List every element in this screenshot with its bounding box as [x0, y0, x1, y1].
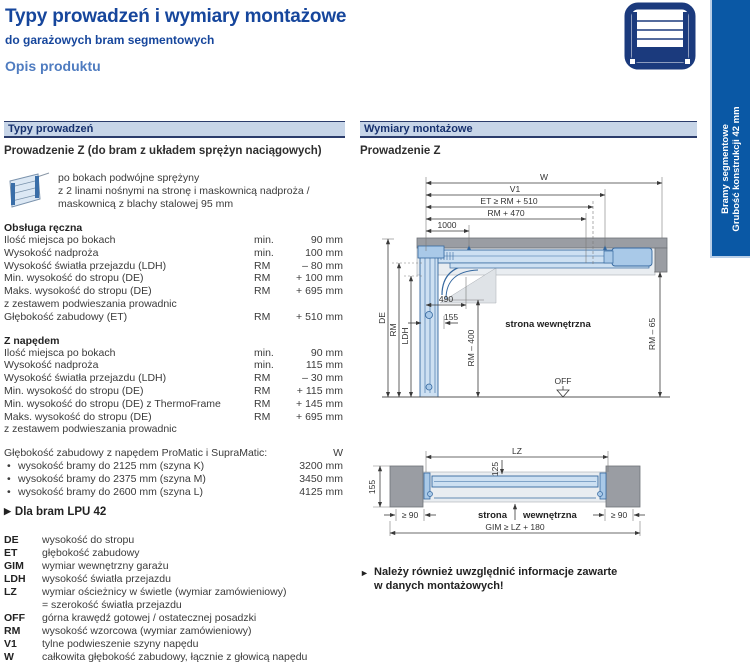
dim-label-ldh: LDH — [400, 327, 410, 345]
dim-label-125: 125 — [490, 461, 500, 477]
triangle-marker-icon: ▶ — [4, 506, 11, 517]
ceiling-slab — [417, 238, 667, 248]
note — [360, 566, 690, 593]
legend-desc-line1: wymiar ościeżnicy w świetle (wymiar zamówieniowy) — [42, 586, 287, 599]
manual-table — [4, 234, 343, 324]
spec-label: Min. wysokość do stropu (DE) z ThermoFrame — [4, 397, 221, 410]
side-tab — [710, 0, 750, 258]
table-row — [4, 347, 343, 360]
roller — [428, 492, 433, 497]
dim-label-rm: RM — [388, 323, 398, 337]
spec-ref: min. — [254, 246, 274, 259]
lpu-heading — [4, 506, 345, 518]
legend-desc: wysokość światła przejazdu — [42, 573, 171, 586]
spec-value: + 510 mm — [296, 310, 343, 323]
dim-label-w: W — [539, 172, 549, 182]
manual-title: Obsługa ręczna — [4, 222, 83, 234]
depth-label: wysokość bramy do 2125 mm (szyna K) — [18, 460, 205, 473]
side-view-diagram — [358, 163, 698, 408]
lpu-text: Dla bram LPU 42 — [14, 506, 107, 519]
lintel-fascia — [418, 246, 444, 258]
legend-desc-line2: = szerokość światła przejazdu — [42, 599, 182, 612]
roller — [426, 312, 433, 319]
dim-label-rm400: RM – 400 — [466, 329, 476, 367]
table-row — [4, 398, 343, 411]
spec-ref: RM — [254, 259, 271, 272]
left-section-bar: Typy prowadzeń — [4, 121, 345, 138]
dim-label-gim: GIM ≥ LZ + 180 — [485, 522, 545, 532]
label-inner-plan-a: strona — [477, 510, 507, 521]
depth-col-w: W — [333, 447, 343, 460]
spec-label: Maks. wysokość do stropu (DE) — [4, 410, 152, 423]
spec-value: + 115 mm — [296, 384, 343, 397]
depth-value: 4125 mm — [299, 486, 343, 499]
spec-ref: min. — [254, 359, 274, 372]
powered-table — [4, 347, 343, 437]
legend-term: OFF — [4, 612, 25, 625]
spec-value: 90 mm — [310, 234, 343, 246]
spec-value: 115 mm — [305, 359, 343, 372]
legend-desc: tylne podwieszenie szyny napędu — [42, 638, 199, 651]
legend-row — [4, 586, 345, 612]
powered-title: Z napędem — [4, 334, 60, 347]
table-row — [4, 247, 343, 260]
spec-ref: RM — [254, 272, 271, 285]
dim-label-155: 155 — [443, 312, 459, 322]
list-item — [4, 460, 345, 473]
legend — [4, 534, 345, 664]
table-row — [4, 234, 343, 247]
spec-label: Ilość miejsca po bokach — [4, 346, 116, 359]
legend-desc: głębokość zabudowy — [42, 547, 140, 560]
plan-view-diagram — [358, 438, 698, 550]
door-panel-icon — [4, 170, 50, 210]
spec-value: + 145 mm — [296, 397, 343, 410]
page-title: Typy prowadzeń i wymiary montażowe — [5, 6, 347, 27]
spec-label: Wysokość światła przejazdu (LDH) — [4, 372, 167, 385]
right-section-bar: Wymiary montażowe — [360, 121, 697, 138]
legend-desc: wysokość do stropu — [42, 534, 135, 547]
spec-ref: RM — [254, 397, 271, 410]
legend-term: V1 — [4, 638, 17, 651]
dim-label-490: 490 — [438, 294, 454, 304]
legend-row — [4, 534, 345, 547]
legend-term: GIM — [4, 560, 24, 573]
spec-ref: RM — [254, 410, 271, 423]
depth-value: 3450 mm — [299, 473, 343, 486]
spec-value: – 80 mm — [302, 259, 343, 272]
spec-ref: RM — [254, 372, 271, 385]
table-row — [4, 372, 343, 385]
table-row — [4, 411, 343, 437]
list-item — [4, 486, 345, 499]
spec-ref: RM — [254, 285, 271, 298]
right-column — [360, 121, 697, 157]
spec-value: + 100 mm — [296, 272, 343, 285]
table-row — [4, 260, 343, 273]
dim-label-lz: LZ — [512, 446, 522, 456]
legend-desc: wymiar wewnętrzny garażu — [42, 560, 169, 573]
depth-label: wysokość bramy do 2375 mm (szyna M) — [18, 473, 206, 486]
table-row — [4, 385, 343, 398]
dim-label-v1: V1 — [509, 184, 521, 194]
spec-ref: RM — [254, 384, 271, 397]
rear-wall-stub — [655, 248, 667, 272]
legend-term: LDH — [4, 573, 26, 586]
dim-label-ge90-left: ≥ 90 — [401, 510, 419, 520]
legend-desc: wysokość wzorcowa (wymiar zamówieniowy) — [42, 625, 252, 638]
right-wall — [606, 466, 640, 507]
legend-desc: górna krawędź gotowej / ostatecznej posadzki — [42, 612, 257, 625]
bullet: • — [7, 486, 11, 499]
spec-value: 100 mm — [305, 246, 343, 259]
depth-label: wysokość bramy do 2600 mm (szyna L) — [18, 486, 203, 499]
spec-note: z zestawem podwieszania prowadnic — [4, 423, 177, 436]
table-row — [4, 285, 343, 311]
dim-label-155-plan: 155 — [367, 479, 377, 495]
label-inner-side: strona wewnętrzna — [505, 319, 591, 330]
legend-row — [4, 612, 345, 625]
section-title: Opis produktu — [5, 58, 101, 74]
table-row — [4, 359, 343, 372]
dim-label-1000: 1000 — [437, 220, 457, 230]
bullet: • — [7, 460, 11, 473]
spec-value: – 30 mm — [302, 372, 343, 385]
left-column — [4, 121, 345, 664]
left-wall — [390, 466, 423, 507]
depth-value: 3200 mm — [299, 460, 343, 473]
intro-block — [4, 170, 345, 211]
operator-connector — [604, 251, 613, 263]
roller — [426, 384, 432, 390]
operator-head — [612, 248, 652, 266]
side-tab-line2: Grubość konstrukcji 42 mm — [731, 106, 742, 232]
depth-header — [4, 447, 345, 460]
list-item — [4, 473, 345, 486]
page-subtitle: do garażowych bram segmentowych — [5, 33, 215, 47]
spec-label: Ilość miejsca po bokach — [4, 234, 116, 246]
spec-label: Maks. wysokość do stropu (DE) — [4, 285, 152, 298]
table-row — [4, 272, 343, 285]
off-arrow — [557, 390, 569, 397]
dim-label-de: DE — [377, 312, 387, 324]
spec-ref: RM — [254, 310, 271, 323]
dim-label-rm470: RM + 470 — [487, 208, 525, 218]
dim-label-rm65: RM – 65 — [647, 317, 657, 351]
intro-text — [58, 170, 310, 211]
note-text — [374, 566, 617, 593]
spec-label: Min. wysokość do stropu (DE) — [4, 272, 144, 285]
spec-label: Wysokość nadproża — [4, 359, 99, 372]
intro-line3: maskownicą z blachy stalowej 95 mm — [58, 198, 234, 210]
legend-term: DE — [4, 534, 19, 547]
side-tab-text — [720, 106, 742, 231]
legend-term: W — [4, 651, 14, 664]
dim-label-et: ET ≥ RM + 510 — [480, 196, 538, 206]
label-off: OFF — [554, 376, 572, 386]
legend-row — [4, 560, 345, 573]
spec-label: Min. wysokość do stropu (DE) — [4, 384, 144, 397]
legend-row — [4, 638, 345, 651]
spec-label: Głębokość zabudowy (ET) — [4, 310, 128, 323]
spec-label: Wysokość światła przejazdu (LDH) — [4, 259, 167, 272]
spec-label: Wysokość nadproża — [4, 246, 99, 259]
sectional-door-icon — [623, 3, 697, 71]
roller — [598, 492, 603, 497]
legend-row — [4, 625, 345, 638]
note-line2: w danych montażowych! — [374, 579, 504, 592]
label-inner-plan-b: wewnętrzna — [523, 510, 577, 521]
table-row — [4, 311, 343, 324]
right-subheader: Prowadzenie Z — [360, 145, 441, 157]
spec-ref: min. — [254, 346, 274, 359]
depth-table — [4, 460, 345, 499]
note-marker-icon: ► — [360, 568, 369, 578]
spec-value: + 695 mm — [296, 410, 343, 423]
spec-value: 90 mm — [310, 346, 343, 359]
note-line1: Należy również uwzględnić informacje zawarte — [374, 566, 618, 578]
spec-note: z zestawem podwieszania prowadnic — [4, 297, 177, 310]
legend-row — [4, 573, 345, 586]
intro-line1: po bokach podwójne sprężyny — [58, 172, 200, 184]
legend-term: ET — [4, 547, 18, 560]
legend-row — [4, 547, 345, 560]
spec-value: + 695 mm — [296, 285, 343, 298]
legend-desc — [42, 586, 345, 612]
bullet: • — [7, 473, 11, 486]
legend-row — [4, 651, 345, 664]
legend-term: RM — [4, 625, 21, 638]
depth-title: Głębokość zabudowy z napędem ProMatic i SupraMatic: — [4, 447, 268, 460]
legend-desc: całkowita głębokość zabudowy, łącznie z głowicą napędu — [42, 651, 308, 664]
intro-line2: z 2 linami nośnymi na stronę i maskownicą nadproża / — [58, 185, 310, 197]
side-tab-line1: Bramy segmentowe — [720, 124, 731, 214]
left-subheader: Prowadzenie Z (do bram z układem sprężyn naciągowych) — [4, 145, 322, 157]
legend-term: LZ — [4, 586, 17, 599]
dim-label-ge90-right: ≥ 90 — [610, 510, 628, 520]
spec-ref: min. — [254, 234, 274, 246]
